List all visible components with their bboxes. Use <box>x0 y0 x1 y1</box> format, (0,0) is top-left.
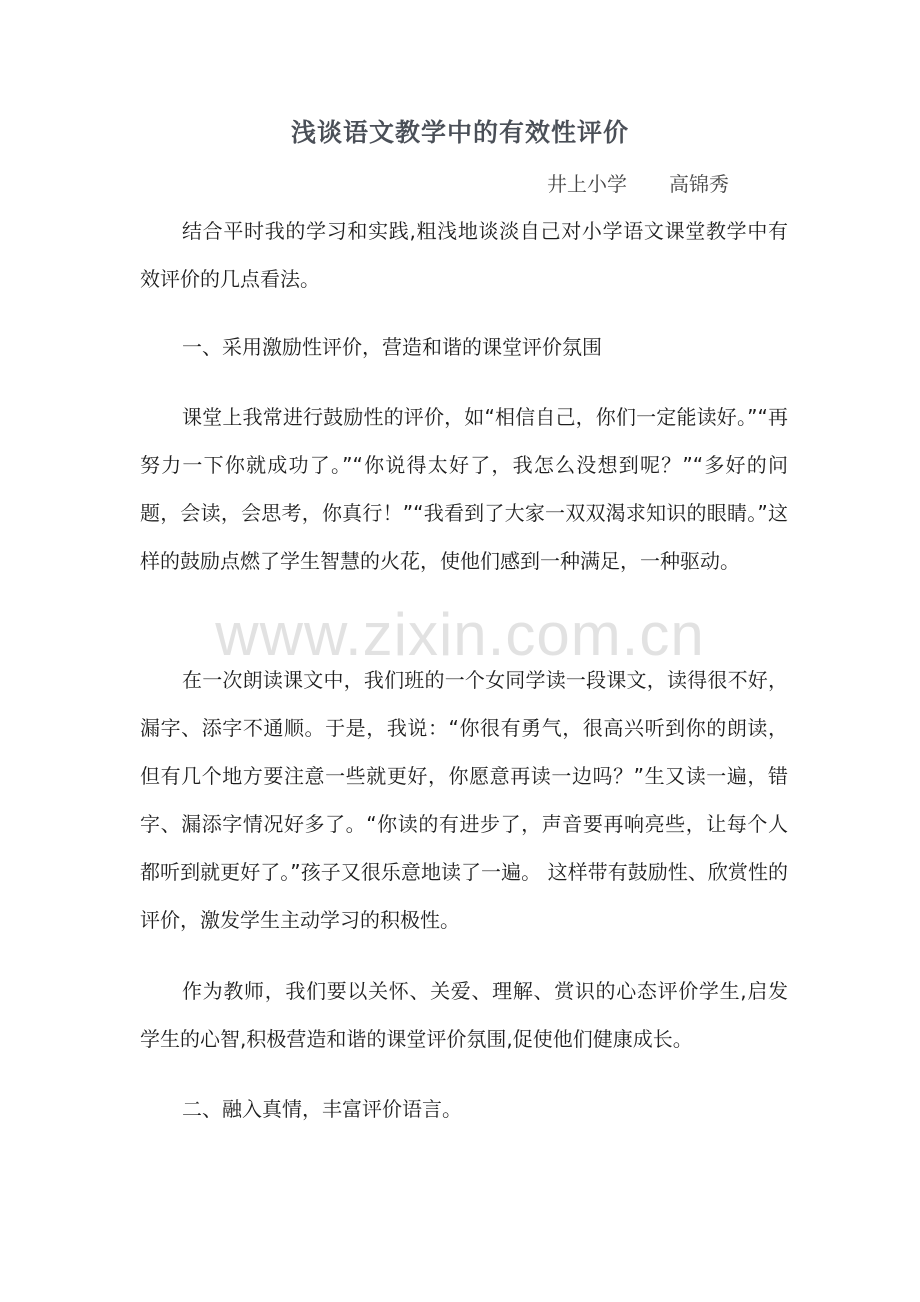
author-name: 高锦秀 <box>669 172 729 196</box>
byline <box>547 168 729 197</box>
paragraph-1: 课堂上我常进行鼓励性的评价，如“相信自己，你们一定能读好。”“再努力一下你就成功了。”“你说得太好了，我怎么没想到呢？”“多好的问题，会读，会思考，你真行！”“我看到了大家一双双渴求知识的眼睛。”这样的鼓励点燃了学生智慧的火花，使他们感到一种满足，一种驱动。 <box>140 405 788 573</box>
watermark-text: www.zixin.com.cn <box>215 601 705 668</box>
document-title: 浅谈语文教学中的有效性评价 <box>290 118 629 147</box>
school-name: 井上小学 <box>547 172 627 196</box>
section-heading-1: 一、采用激励性评价，营造和谐的课堂评价氛围 <box>182 335 602 359</box>
section-heading-2: 二、融入真情，丰富评价语言。 <box>182 1097 462 1121</box>
paragraph-2: 在一次朗读课文中，我们班的一个女同学读一段课文，读得很不好，漏字、添字不通顺。于是，我说：“你很有勇气，很高兴听到你的朗读，但有几个地方要注意一些就更好，你愿意再读一边吗？”生又读一遍，错字、漏添字情况好多了。“你读的有进步了，声音要再响亮些，让每个人都听到就更好了。”孩子又很乐意地读了一遍。 这样带有鼓励性、欣赏性的评价，激发学生主动学习的积极性。 <box>140 668 788 932</box>
intro-paragraph: 结合平时我的学习和实践,粗浅地谈淡自己对小学语文课堂教学中有效评价的几点看法。 <box>140 219 788 291</box>
paragraph-3: 作为教师，我们要以关怀、关爱、理解、赏识的心态评价学生,启发学生的心智,积极营造和谐的课堂评价氛围,促使他们健康成长。 <box>140 979 788 1051</box>
